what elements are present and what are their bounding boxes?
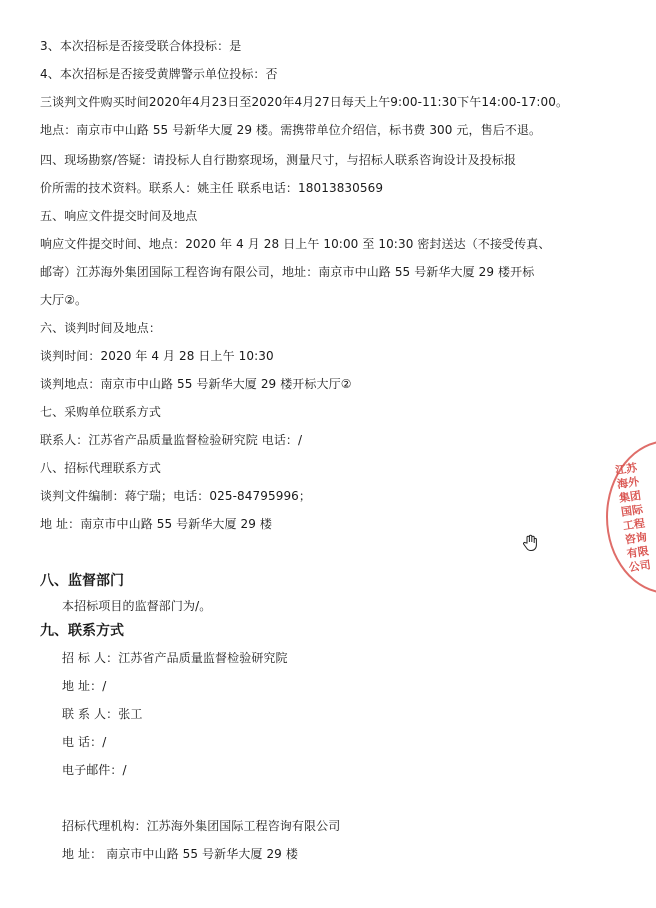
body-line: 3、本次招标是否接受联合体投标：是 [40,39,242,53]
section-heading: 七、采购单位联系方式 [40,405,162,419]
section-heading-contact: 九、联系方式 [40,623,124,639]
agency-name: 招标代理机构：江苏海外集团国际工程咨询有限公司 [62,819,341,833]
body-line: 谈判时间：2020 年 4 月 28 日上午 10:30 [40,349,274,363]
body-line: 邮寄）江苏海外集团国际工程咨询有限公司，地址：南京市中山路 55 号新华大厦 29 楼开标 [40,265,535,279]
contact-item: 地 址：/ [62,679,107,693]
contact-item: 联 系 人：张工 [62,707,143,721]
body-line: 四、现场勘察/答疑：请投标人自行勘察现场，测量尺寸，与招标人联系咨询设计及投标报 [40,153,517,167]
body-line: 三谈判文件购买时间2020年4月23日至2020年4月27日每天上午9:00-11:30下午14:00-17:00。 [40,95,569,109]
body-line: 谈判文件编制：蒋宁瑞；电话：025-84795996； [40,489,312,503]
section-heading-supervision: 八、监督部门 [40,573,124,589]
company-seal-text: 江苏海外集团国际工程咨询有限公司 [614,461,652,575]
hand-cursor-icon [522,534,538,556]
body-line: 联系人：江苏省产品质量监督检验研究院 电话：/ [40,433,303,447]
body-line: 谈判地点：南京市中山路 55 号新华大厦 29 楼开标大厅② [40,377,352,391]
section-heading: 六、谈判时间及地点： [40,321,162,335]
contact-item: 电子邮件：/ [62,763,127,777]
body-line: 地 址：南京市中山路 55 号新华大厦 29 楼 [40,517,273,531]
supervision-text: 本招标项目的监督部门为/。 [62,599,212,613]
agency-address: 地 址： 南京市中山路 55 号新华大厦 29 楼 [62,847,298,861]
body-line: 地点：南京市中山路 55 号新华大厦 29 楼。需携带单位介绍信，标书费 300 元，售后不退。 [40,123,542,137]
section-heading: 五、响应文件提交时间及地点 [40,209,198,223]
body-line: 响应文件提交时间、地点：2020 年 4 月 28 日上午 10:00 至 10:30 密封送达（不接受传真、 [40,237,551,251]
section-heading: 八、招标代理联系方式 [40,461,162,475]
contact-item: 电 话：/ [62,735,107,749]
body-line: 大厅②。 [40,293,88,307]
body-line: 4、本次招标是否接受黄牌警示单位投标：否 [40,67,278,81]
contact-item: 招 标 人：江苏省产品质量监督检验研究院 [62,651,288,665]
body-line: 价所需的技术资料。联系人：姚主任 联系电话：18013830569 [40,181,384,195]
